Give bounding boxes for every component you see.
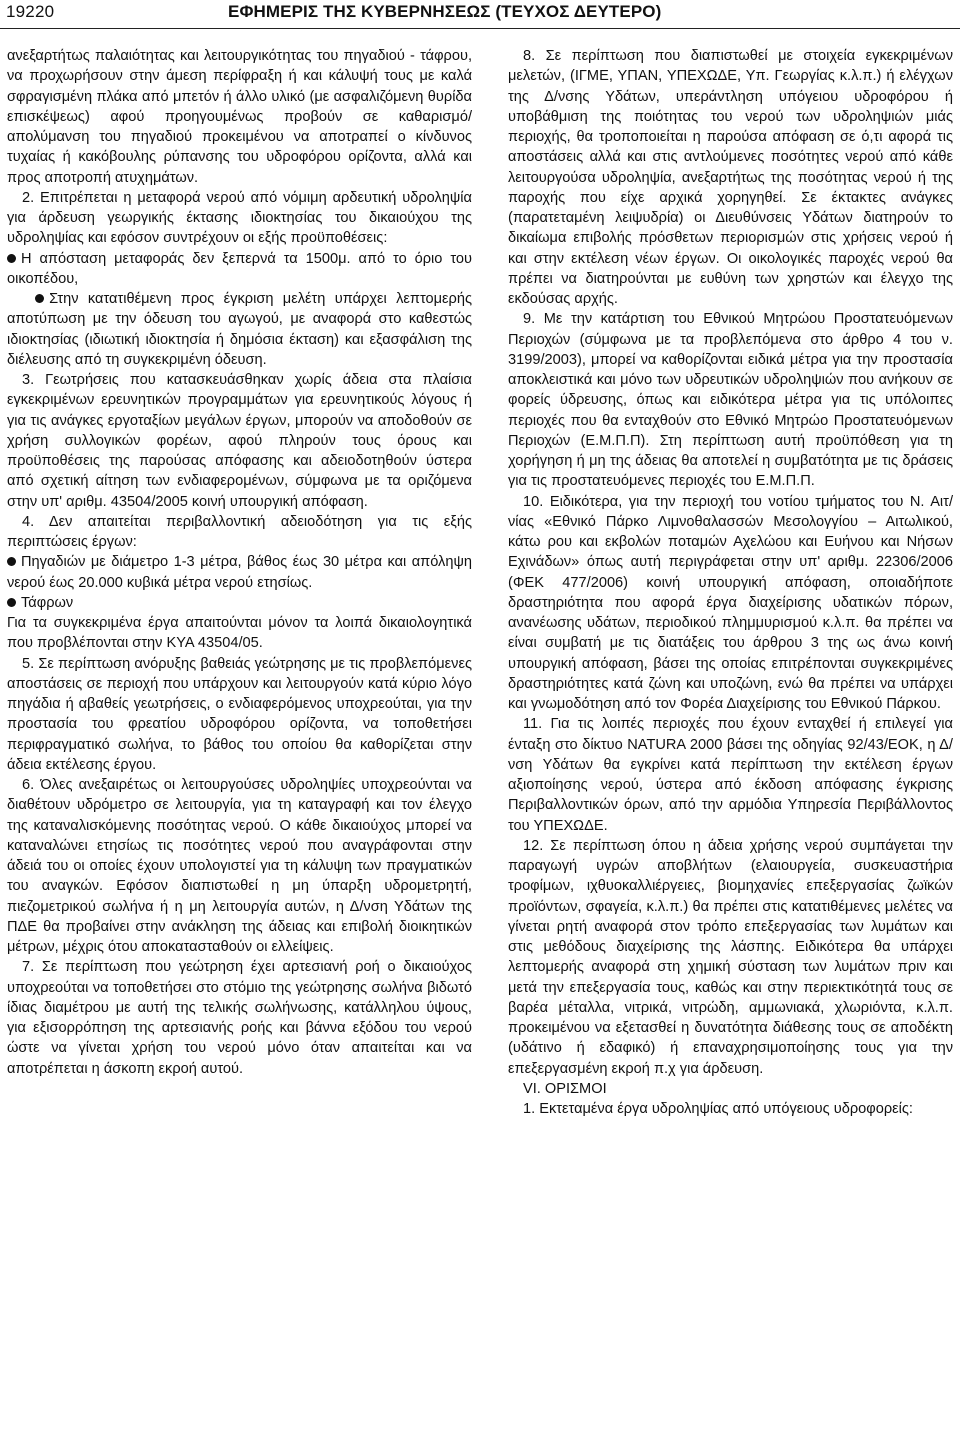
bullet-icon bbox=[7, 254, 16, 263]
bullet-text: Τάφρων bbox=[21, 594, 74, 611]
paragraph-12: 12. Σε περίπτωση όπου η άδεια χρήσης νερού συμπάγεται την παραγωγή υγρών αποβλήτων (ελαιουργεία, συσκευαστήρια τροφίμων, ιχθυοκαλλιέργειες, βιομηχανίες επεξεργασίας ζωϊκών προϊόντων, σφαγεία, κ.λ.π.) θα πρέπει στις κατατιθέμενες μελέτες να γίνεται ρητή αναφορά στον τρόπο επεξεργασίας των λυμάτων και στις μεθόδους διαχείρισης της λάσπης. Ειδικότερα θα υπάρχει λεπτομερής αναφορά στη χημική σύσταση των λυμάτων πριν και μετά την επεξεργασία τους, καθώς και στην περιεκτικότητά τους σε βαρέα μέταλλα, νιτρικά, νιτρώδη, αμμωνιακά, χλωριόντα, κ.λ.π. προκειμένου να εξετασθεί η δυνατότητα διάθεσης τους σε αποδέκτη (υδάτινο ή εδαφικό) ή επαναχρησιμοποίησης τους για την επεξεργασμένη εκροή π.χ για άρδευση. bbox=[508, 837, 953, 1077]
paragraph-8: 8. Σε περίπτωση που διαπιστωθεί με στοιχεία εγκεκριμένων μελετών, (ΙΓΜΕ, ΥΠΑΝ, ΥΠΕΧΩΔΕ, Υπ. Γεωργίας κ.λ.π.) ή ελέγχων της Δ/νσης Υδάτων, υπεράντληση υπόγειου υδροφόρου ή υποβάθμιση της ποιότητας του νερού των υδροληψιών μιάς περιοχής, θα τροποποιείται η παρούσα απόφαση σε ό,τι αφορά τις αποστάσεις αλλά και στις αντλούμενες ποσότητες νερού από κάθε λειτουργούσα υδροληψία, ανεξαρτήτως της ποσότητας νερού ή της παροχής που είχε αρχικά χορηγηθεί. Σε έκτακτες ανάγκες (παρατεταμένη λειψυδρία) οι Διευθύνσεις Υδάτων διατηρούν το δικαίωμα επιβολής πρόσθετων περιορισμών στις χρήσεις νερού ή και στην εκτέλεση νέων έργων. Οι οικολογικές παροχές νερού θα πρέπει να διατηρούνται με ευθύνη των χρηστών και έλεγχο της εκδούσας αρχής. bbox=[508, 48, 953, 307]
page-number: 19220 bbox=[6, 2, 55, 21]
bullet-item bbox=[7, 249, 472, 290]
paragraph-definitions-1: 1. Εκτεταμένα έργα υδροληψίας από υπόγειους υδροφορείς: bbox=[523, 1101, 913, 1117]
page-header bbox=[0, 0, 960, 30]
bullet-text: Στην κατατιθέμενη προς έγκριση μελέτη υπάρχει λεπτομερής αποτύπωση με την όδευση του αγωγού, με αναφορά στο καθεστώς ιδιοκτησίας (ιδιωτική ιδιοκτησία ή δημόσια έκταση) και εξασφάλιση της διέλευσης από τη συγκεκριμένη όδευση. bbox=[7, 291, 473, 368]
paragraph-10: 10. Ειδικότερα, για την περιοχή του νοτίου τμήματος του Ν. Αιτ/νίας «Εθνικό Πάρκο Λιμνοθαλασσών Μεσολογγίου – Αιτωλικού, κάτω ρου και εκβολών ποταμών Αχελώου και Ευήνου και Νήσων Εχινάδων» όπως αυτή περιγράφεται στην υπ' αριθμ. 22306/2006 (ΦΕΚ 477/2006) κοινή υπουργική απόφαση, οποιαδήποτε δραστηριότητα που αφορά έργα διαχείρισης υδατικών πόρων, ανανέωσης υδάτων, περιοδικού πλημμυρισμού κ.λ.π. θα πρέπει να είναι συμβατή με τις διατάξεις του άρθρου 3 της ως άνω κοινή υπουργική απόφαση, βάσει της οποίας επιτρέπονται συγκεκριμένες δραστηριότητες κατά ζώνη και υποζώνη, ενώ θα πρέπει να υπάρχει και γνωμοδότηση από τον Φορέα Διαχείρισης του Εθνικού Πάρκου. bbox=[508, 493, 953, 712]
paragraph-9: 9. Με την κατάρτιση του Εθνικού Μητρώου Προστατευόμενων Περιοχών (σύμφωνα με τα προβλεπόμενα στο άρθρο 4 του ν. 3199/2003), μπορεί να καθορίζονται ειδικά μέτρα για την προστασία αποκλειστικά και μόνο των υδρευτικών υδροληψιών που ανήκουν σε φορείς ύδρευσης, όπως και ειδικότερα μέτρα για τις υπόλοιπες περιοχές που θα ενταχθούν στο Εθνικό Μητρώο Προστατευόμενων Περιοχών (Ε.Μ.Π.Π). Στη περίπτωση αυτή προϋπόθεση για τη χορήγηση ή μη της άδειας θα αποτελεί η συμβατότητα με τις δράσεις για τις προστατευόμενες περιοχές του Ε.Μ.Π.Π. bbox=[508, 311, 953, 490]
paragraph-6: 6. Όλες ανεξαιρέτως οι λειτουργούσες υδροληψίες υποχρεούνται να διαθέτουν υδρόμετρο σε λειτουργία, για τη καταγραφή και τον έλεγχο της καταναλισκόμενης ποσότητας νερού. Ο κάθε δικαιούχος μπορεί να καταναλώνει ετησίως τις ποσότητες νερού που αναγράφονται στην άδειά του οι οποίες έχουν υπολογιστεί για τη κάλυψη των πραγματικών του αναγκών. Εφόσον διαπιστωθεί η μη ύπαρξη υδρομετρητή, πιεζομετρικού σωλήνα ή η μη λειτουργία αυτών, η Δ/νση Υδάτων της ΠΔΕ θα προβαίνει στην ανάκληση της άδειας και επιβολή διοικητικών μέτρων, μέχρις ότου αποκατασταθούν οι ελλείψεις. bbox=[7, 777, 472, 955]
paragraph-continuation: ανεξαρτήτως παλαιότητας και λειτουργικότητας του πηγαδιού - τάφρου, να προχωρήσουν στην άμεση περίφραξη ή και κάλυψή τους με καλά σφραγισμένη πλάκα από μπετόν ή άλλο υλικό (με ασφαλιζόμενη θυρίδα επισκέψεως) αφού προηγουμένως προβούν σε καθαρισμό/ απολύμανση του πηγαδιού προκειμένου να αποτραπεί ο κίνδυνος τυχαίας ή κακόβουλης ρύπανσης του υδροφόρου ορίζοντα, αλλά και προς αποτροπή ατυχημάτων. bbox=[7, 48, 472, 186]
paragraph-4: 4. Δεν απαιτείται περιβαλλοντική αδειοδότηση για τις εξής περιπτώσεις έργων: bbox=[7, 513, 472, 550]
bullet-item bbox=[7, 552, 472, 593]
paragraph-5: 5. Σε περίπτωση ανόρυξης βαθειάς γεώτρησης με τις προβλεπόμενες αποστάσεις σε περιοχή που υπάρχουν και λειτουργούν κατά κύριο λόγο πηγάδια ή αβαθείς γεωτρήσεις, ο ενδιαφερόμενος υποχρεούται, για την προστασία του φρεατίου υδροφόρου ορίζοντα, να τοποθετήσει περιφραγματικό σωλήνα, το βάθος του οποίου θα καθορίζεται στην άδεια εκτέλεσης έργου. bbox=[7, 655, 472, 773]
bullet-text: Η απόσταση μεταφοράς δεν ξεπερνά τα 1500μ. από το όριο του οικοπέδου, bbox=[7, 250, 472, 287]
bullet-icon bbox=[7, 557, 16, 566]
paragraph-3: 3. Γεωτρήσεις που κατασκευάσθηκαν χωρίς άδεια στα πλαίσια εγκεκριμένων ερευνητικών προγραμμάτων για ερευνητικούς λόγους ή για τις ανάγκες εργοταξίων μεγάλων έργων, μπορούν να αποδοθούν σε χρήση συλλογικών φορέων, αφού πληρούν τους όρους και προϋποθέσεις της παρούσας απόφασης και αδειοδοτηθούν ύστερα από σχετική αίτηση των ενδιαφερομένων, σύμφωνα με τα οριζόμενα στην υπ' αριθμ. 43504/2005 κοινή υπουργική απόφαση. bbox=[7, 372, 472, 510]
bullet-text: Πηγαδιών με διάμετρο 1-3 μέτρα, βάθος έως 30 μέτρα και απόληψη νερού έως 20.000 κυβικά μέτρα νερού ετησίως. bbox=[7, 554, 472, 591]
left-column bbox=[7, 46, 472, 1079]
paragraph-7: 7. Σε περίπτωση που γεώτρηση έχει αρτεσιανή ροή ο δικαιούχος υποχρεούται να τοποθετήσει στο στόμιο της γεώτρησης σωλήνα βιδωτό ίδιας διαμέτρου με αυτή της τελικής σωλήνωσης, κατάλληλου ύψους, για εξισορρόπηση της αρτεσιανής ροής και βάννα εξόδου του νερού ώστε να γίνεται χρήση του νερού μόνο όταν απαιτείται και να αποτρέπεται η άσκοπη εκροή αυτού. bbox=[7, 959, 472, 1077]
bullet-item bbox=[7, 593, 472, 613]
header-rule bbox=[0, 28, 960, 29]
bullet-item bbox=[7, 289, 472, 370]
right-column bbox=[508, 46, 953, 1119]
bullet-icon bbox=[7, 598, 16, 607]
paragraph-kya: Για τα συγκεκριμένα έργα απαιτούνται μόνον τα λοιπά δικαιολογητικά που προβλέπονται στην ΚΥΑ 43504/05. bbox=[7, 615, 472, 652]
paragraph-2: 2. Επιτρέπεται η μεταφορά νερού από νόμιμη αρδευτική υδροληψία για άρδευση γεωργικής έκτασης ιδιοκτησίας του δικαιούχου της υδροληψίας και εφόσον συντρέχουν οι εξής προϋποθέσεις: bbox=[7, 189, 472, 247]
bullet-icon bbox=[35, 294, 44, 303]
paragraph-11: 11. Για τις λοιπές περιοχές που έχουν ενταχθεί ή επιλεγεί για ένταξη στο δίκτυο NATURA 2000 βάσει της οδηγίας 92/43/ΕΟΚ, η Δ/νση Υδάτων θα εγκρίνει κατά περίπτωση την εκτέλεση έργων αξιοποίησης νερού, ύστερα από έκδοση απόφασης έγκρισης Περιβαλλοντικών όρων, από την αρμόδια Υπηρεσία Περιβάλλοντος του ΥΠΕΧΩΔΕ. bbox=[508, 716, 953, 834]
gazette-title: ΕΦΗΜΕΡΙΣ ΤΗΣ ΚΥΒΕΡΝΗΣΕΩΣ (ΤΕΥΧΟΣ ΔΕΥΤΕΡΟ) bbox=[228, 2, 662, 21]
section-heading: VI. ΟΡΙΣΜΟΙ bbox=[523, 1080, 607, 1097]
